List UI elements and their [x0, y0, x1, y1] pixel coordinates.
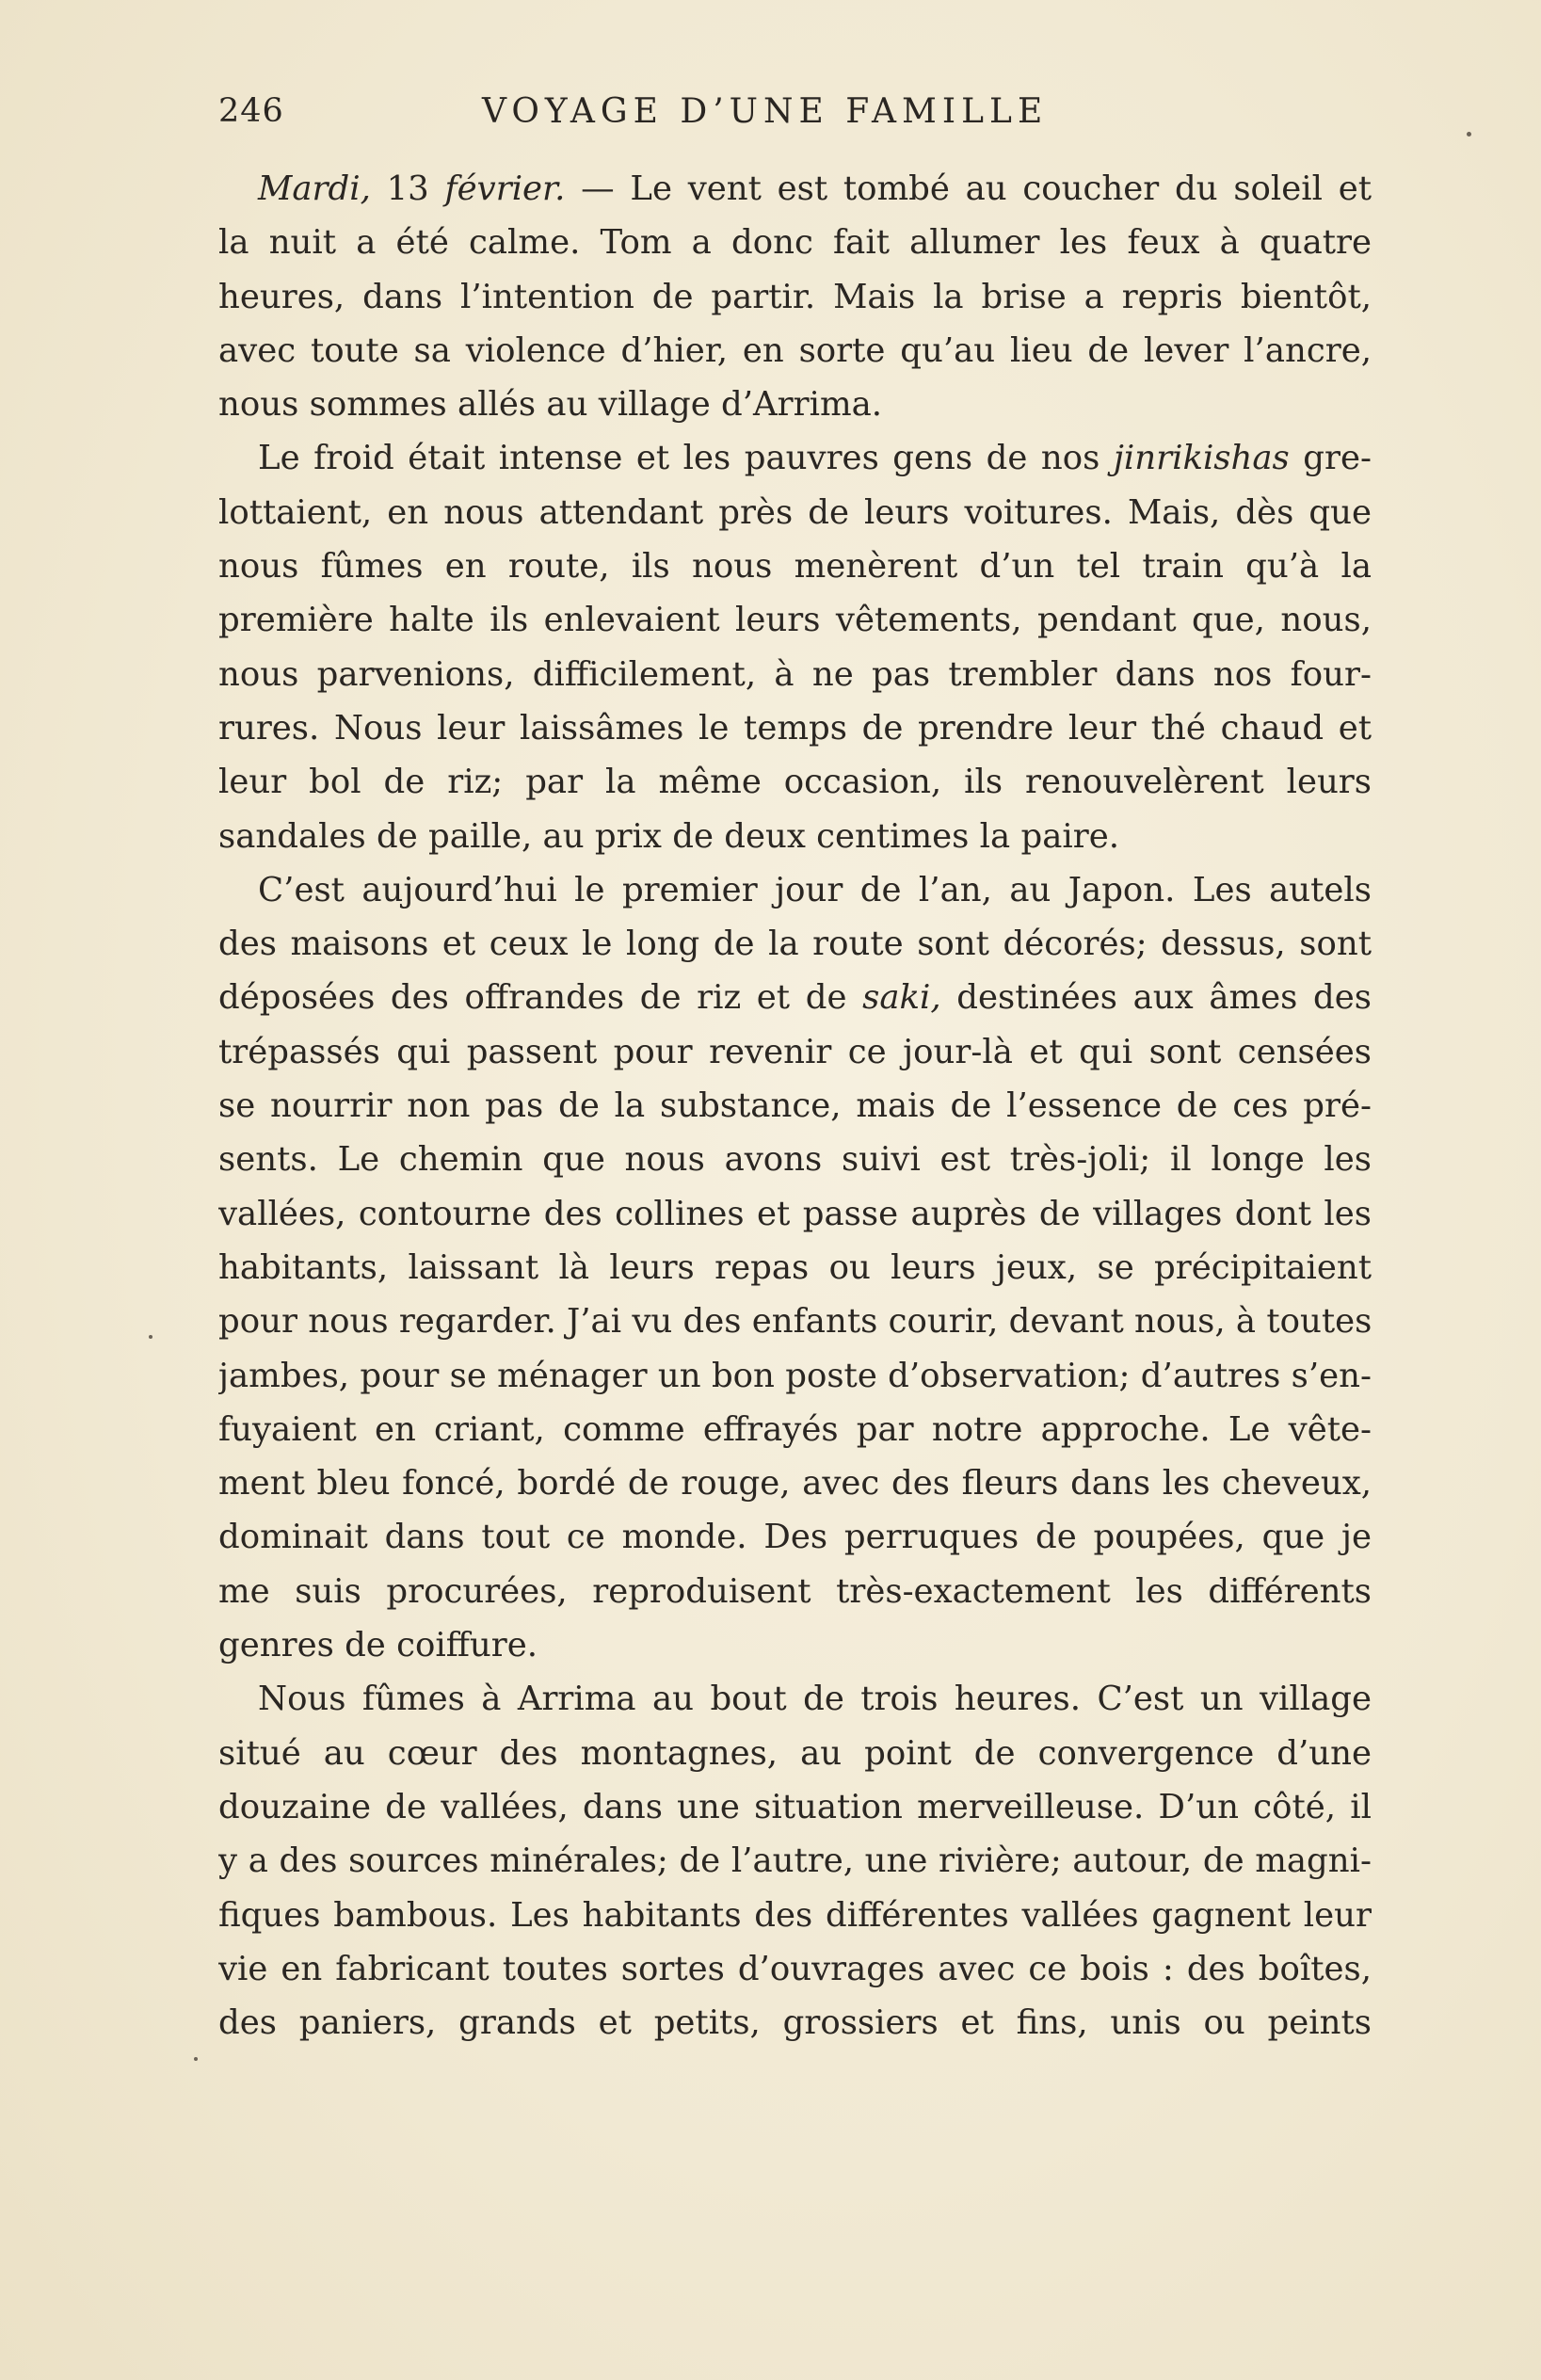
text-line: pour nous regarder. J’ai vu des enfants courir, devant nous, à toutes — [218, 1302, 1372, 1342]
text-line: ment bleu foncé, bordé de rouge, avec des fleurs dans les cheveux, — [218, 1464, 1372, 1504]
text-line: genres de coiffure. — [218, 1626, 538, 1665]
line-text: destinées aux âmes des — [940, 978, 1372, 1018]
text-line: des maisons et ceux le long de la route sont décorés; dessus, sont — [218, 925, 1372, 964]
paper-speck — [194, 2057, 198, 2061]
italic-term: saki, — [862, 978, 941, 1018]
text-line: vallées, contourne des collines et passe auprès de villages dont les — [218, 1194, 1372, 1233]
text-line: avec toute sa violence d’hier, en sorte qu’au lieu de lever l’ancre, — [218, 330, 1372, 370]
text-line: nous sommes allés au village d’Arrima. — [218, 385, 883, 425]
text-line: heures, dans l’intention de partir. Mais la brise a repris bientôt, — [218, 277, 1372, 316]
text-line: des paniers, grands et petits, grossiers et fins, unis ou peints — [218, 2003, 1372, 2043]
line-text: gre- — [1289, 439, 1372, 478]
text-line: se nourrir non pas de la substance, mais de l’essence de ces pré- — [218, 1086, 1372, 1126]
date-month: février. — [444, 169, 566, 208]
text-line: fiques bambous. Les habitants des différentes vallées gagnent leur — [218, 1895, 1372, 1935]
text-line: sents. Le chemin que nous avons suivi est très-joli; il longe les — [218, 1140, 1372, 1180]
date-weekday: Mardi, — [258, 169, 371, 208]
text-line: sandales de paille, au prix de deux centimes la paire. — [218, 816, 1119, 856]
text-line: rures. Nous leur laissâmes le temps de prendre leur thé chaud et — [218, 708, 1372, 748]
text-line: Nous fûmes à Arrima au bout de trois heures. C’est un village — [258, 1680, 1372, 1719]
italic-term: jinrikishas — [1113, 439, 1290, 478]
text-line — [218, 971, 1372, 1024]
text-line: trépassés qui passent pour revenir ce jour-là et qui sont censées — [218, 1032, 1372, 1071]
text-line: nous parvenions, difficilement, à ne pas trembler dans nos four- — [218, 654, 1372, 694]
body-text — [218, 162, 1372, 2050]
paper-speck — [1467, 132, 1471, 137]
text-line: leur bol de riz; par la même occasion, ils renouvelèrent leurs — [218, 763, 1372, 802]
text-line: C’est aujourd’hui le premier jour de l’an, au Japon. Les autels — [258, 870, 1372, 909]
page-header — [218, 92, 1372, 139]
text-line: situé au cœur des montagnes, au point de convergence d’une — [218, 1733, 1372, 1773]
paragraph — [218, 863, 1372, 1672]
text-line: fuyaient en criant, comme effrayés par notre approche. Le vête- — [218, 1409, 1372, 1449]
text-line: douzaine de vallées, dans une situation merveilleuse. D’un côté, il — [218, 1787, 1372, 1826]
text-line: me suis procurées, reproduisent très-exactement les différents — [218, 1571, 1372, 1611]
page-number: 246 — [218, 92, 284, 130]
text-line: nous fûmes en route, ils nous menèrent d’un tel train qu’à la — [218, 547, 1372, 587]
line-text: déposées des offrandes de riz et de — [218, 978, 863, 1018]
text-line: la nuit a été calme. Tom a donc fait allumer les feux à quatre — [218, 223, 1372, 263]
date-day: 13 — [370, 169, 445, 208]
text-line: habitants, laissant là leurs repas ou leurs jeux, se précipitaient — [218, 1247, 1372, 1287]
line-text: — Le vent est tombé au coucher du soleil et — [565, 169, 1372, 208]
line-text: Le froid était intense et les pauvres gens de nos — [258, 439, 1114, 478]
running-title: VOYAGE D’UNE FAMILLE — [482, 92, 1049, 131]
text-line: vie en fabricant toutes sortes d’ouvrages avec ce bois : des boîtes, — [218, 1949, 1372, 1988]
text-line — [218, 162, 1372, 216]
text-line: dominait dans tout ce monde. Des perruques de poupées, que je — [218, 1518, 1372, 1557]
paragraph — [218, 431, 1372, 862]
text-line — [218, 431, 1372, 485]
text-line: jambes, pour se ménager un bon poste d’observation; d’autres s’en- — [218, 1356, 1372, 1395]
text-line: y a des sources minérales; de l’autre, une rivière; autour, de magni- — [218, 1841, 1372, 1881]
paragraph — [218, 162, 1372, 431]
paper-speck — [149, 1335, 152, 1339]
text-line: première halte ils enlevaient leurs vêtements, pendant que, nous, — [218, 601, 1372, 640]
text-line: lottaient, en nous attendant près de leurs voitures. Mais, dès que — [218, 492, 1372, 532]
paragraph — [218, 1672, 1372, 2050]
